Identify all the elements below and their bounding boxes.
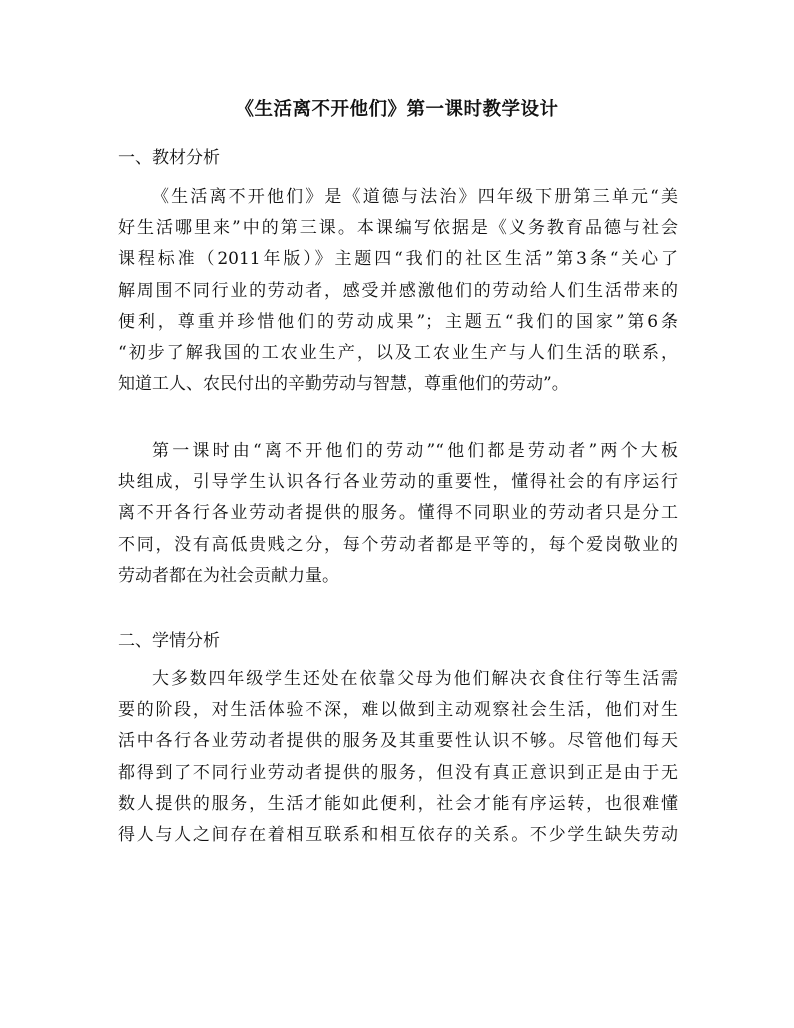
- text-line: 课程标准（2011年版）》主题四“我们的社区生活”第3条“关心了: [118, 249, 678, 270]
- paragraph-textbook-analysis-1: [118, 182, 678, 400]
- section-heading-textbook-analysis: 一、教材分析: [118, 148, 220, 168]
- text-line: 要的阶段，对生活体验不深，难以做到主动观察社会生活，他们对生: [118, 700, 678, 721]
- text-line: 知道工人、农民付出的辛勤劳动与智慧，尊重他们的劳动”。: [118, 374, 569, 395]
- text-line: 解周围不同行业的劳动者，感受并感激他们的劳动给人们生活带来的: [118, 280, 678, 301]
- text-line: 大多数四年级学生还处在依靠父母为他们解决衣食住行等生活需: [152, 669, 678, 689]
- text-line: 劳动者都在为社会贡献力量。: [118, 565, 339, 586]
- document-title: 《生活离不开他们》第一课时教学设计: [235, 99, 559, 120]
- text-line: 数人提供的服务，生活才能如此便利，社会才能有序运转，也很难懂: [118, 793, 678, 814]
- text-line: 不同，没有高低贵贱之分，每个劳动者都是平等的，每个爱岗敬业的: [118, 534, 678, 555]
- text-line: 块组成，引导学生认识各行各业劳动的重要性，懂得社会的有序运行: [118, 472, 678, 493]
- paragraph-student-analysis-1: [118, 664, 678, 851]
- text-line: 好生活哪里来”中的第三课。本课编写依据是《义务教育品德与社会: [118, 218, 678, 239]
- text-line: “初步了解我国的工农业生产，以及工农业生产与人们生活的联系，: [118, 342, 678, 363]
- text-line: 都得到了不同行业劳动者提供的服务，但没有真正意识到正是由于无: [118, 762, 678, 783]
- section-heading-student-analysis: 二、学情分析: [118, 631, 220, 651]
- text-line: 得人与人之间存在着相互联系和相互依存的关系。不少学生缺失劳动: [118, 824, 678, 845]
- text-line: 活中各行各业劳动者提供的服务及其重要性认识不够。尽管他们每天: [118, 731, 678, 752]
- text-line: 离不开各行各业劳动者提供的服务。懂得不同职业的劳动者只是分工: [118, 503, 678, 524]
- text-line: 第一课时由“离不开他们的劳动”“他们都是劳动者”两个大板: [152, 441, 678, 461]
- text-line: 《生活离不开他们》是《道德与法治》四年级下册第三单元“美: [152, 187, 678, 207]
- text-line: 便利，尊重并珍惜他们的劳动成果”；主题五“我们的国家”第6条: [118, 311, 678, 332]
- paragraph-textbook-analysis-2: [118, 436, 678, 592]
